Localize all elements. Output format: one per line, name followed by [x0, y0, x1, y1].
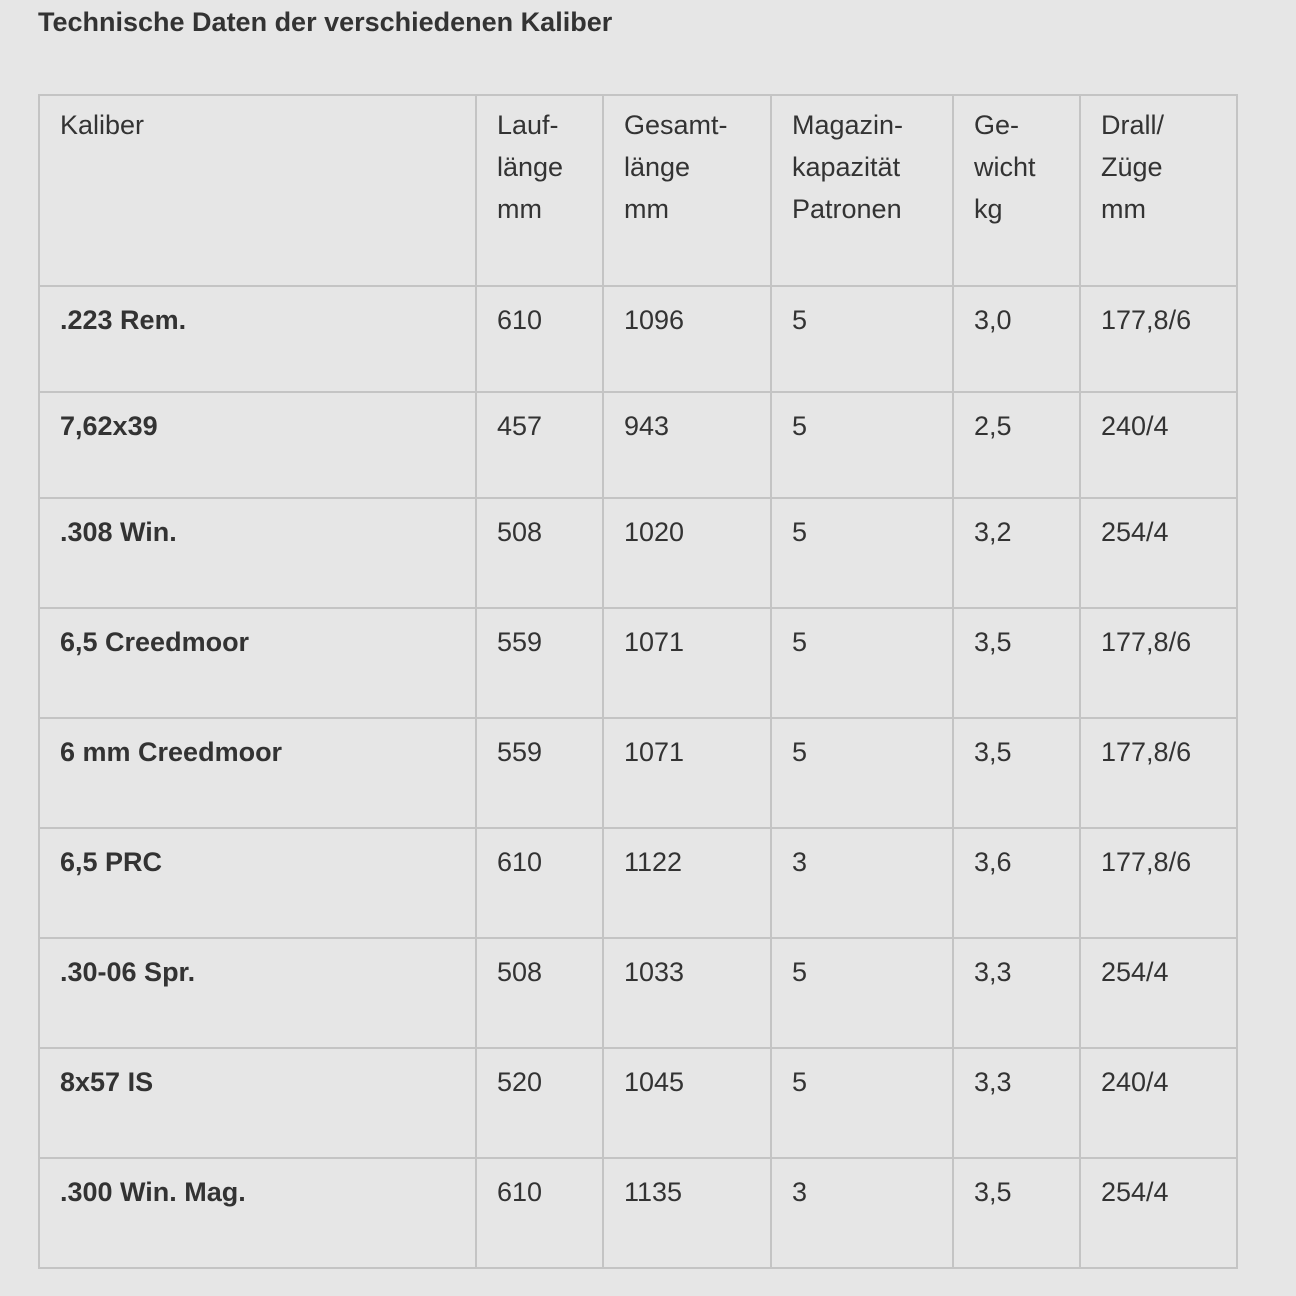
barrel-length-cell: 457 — [476, 392, 603, 498]
barrel-length-cell: 610 — [476, 1158, 603, 1268]
table-row — [39, 938, 1237, 1048]
weight-cell: 3,0 — [953, 286, 1080, 392]
header-line: länge — [497, 152, 564, 182]
total-length-cell: 1045 — [603, 1048, 771, 1158]
total-length-cell: 1096 — [603, 286, 771, 392]
header-line: kapazität — [792, 152, 901, 182]
total-length-cell: 1033 — [603, 938, 771, 1048]
weight-cell: 3,2 — [953, 498, 1080, 608]
header-gewicht — [953, 95, 1080, 286]
spec-table — [38, 94, 1238, 1269]
header-line: Lauf- — [497, 110, 559, 140]
caliber-cell: .308 Win. — [39, 498, 476, 608]
header-lauflaenge — [476, 95, 603, 286]
table-row — [39, 286, 1237, 392]
table-row — [39, 1048, 1237, 1158]
table-row — [39, 828, 1237, 938]
barrel-length-cell: 559 — [476, 718, 603, 828]
magazine-capacity-cell: 5 — [771, 1048, 953, 1158]
magazine-capacity-cell: 3 — [771, 1158, 953, 1268]
weight-cell: 3,3 — [953, 1048, 1080, 1158]
weight-cell: 3,3 — [953, 938, 1080, 1048]
magazine-capacity-cell: 5 — [771, 498, 953, 608]
total-length-cell: 1071 — [603, 608, 771, 718]
table-row — [39, 1158, 1237, 1268]
header-line: Drall/ — [1101, 110, 1165, 140]
table-row — [39, 498, 1237, 608]
table-header-row — [39, 95, 1237, 286]
caliber-cell: .300 Win. Mag. — [39, 1158, 476, 1268]
twist-cell: 240/4 — [1080, 1048, 1237, 1158]
total-length-cell: 1020 — [603, 498, 771, 608]
header-line: Kaliber — [60, 110, 145, 140]
barrel-length-cell: 559 — [476, 608, 603, 718]
twist-cell: 177,8/6 — [1080, 718, 1237, 828]
header-line: Magazin- — [792, 110, 904, 140]
barrel-length-cell: 508 — [476, 938, 603, 1048]
weight-cell: 3,5 — [953, 608, 1080, 718]
twist-cell: 177,8/6 — [1080, 286, 1237, 392]
page-title: Technische Daten der verschiedenen Kaliber — [38, 7, 613, 37]
magazine-capacity-cell: 5 — [771, 286, 953, 392]
weight-cell: 3,5 — [953, 718, 1080, 828]
total-length-cell: 1071 — [603, 718, 771, 828]
barrel-length-cell: 520 — [476, 1048, 603, 1158]
caliber-cell: 6,5 Creedmoor — [39, 608, 476, 718]
header-drall-zuege — [1080, 95, 1237, 286]
header-line: mm — [1101, 194, 1146, 224]
header-line: Züge — [1101, 152, 1163, 182]
weight-cell: 2,5 — [953, 392, 1080, 498]
twist-cell: 254/4 — [1080, 1158, 1237, 1268]
caliber-cell: 8x57 IS — [39, 1048, 476, 1158]
barrel-length-cell: 610 — [476, 286, 603, 392]
barrel-length-cell: 508 — [476, 498, 603, 608]
header-gesamtlaenge — [603, 95, 771, 286]
magazine-capacity-cell: 5 — [771, 392, 953, 498]
caliber-cell: 7,62x39 — [39, 392, 476, 498]
magazine-capacity-cell: 5 — [771, 608, 953, 718]
header-line: kg — [974, 194, 1003, 224]
total-length-cell: 1135 — [603, 1158, 771, 1268]
magazine-capacity-cell: 5 — [771, 718, 953, 828]
weight-cell: 3,5 — [953, 1158, 1080, 1268]
header-line: Patronen — [792, 194, 902, 224]
twist-cell: 254/4 — [1080, 938, 1237, 1048]
header-line: länge — [624, 152, 691, 182]
header-line: mm — [497, 194, 542, 224]
total-length-cell: 943 — [603, 392, 771, 498]
header-magazinkapazitaet — [771, 95, 953, 286]
header-kaliber — [39, 95, 476, 286]
header-line: mm — [624, 194, 669, 224]
weight-cell: 3,6 — [953, 828, 1080, 938]
magazine-capacity-cell: 5 — [771, 938, 953, 1048]
header-line: Gesamt- — [624, 110, 728, 140]
table-row — [39, 608, 1237, 718]
header-line: Ge- — [974, 110, 1020, 140]
caliber-cell: .223 Rem. — [39, 286, 476, 392]
header-line: wicht — [974, 152, 1036, 182]
barrel-length-cell: 610 — [476, 828, 603, 938]
caliber-cell: 6 mm Creedmoor — [39, 718, 476, 828]
table-row — [39, 392, 1237, 498]
magazine-capacity-cell: 3 — [771, 828, 953, 938]
total-length-cell: 1122 — [603, 828, 771, 938]
table-row — [39, 718, 1237, 828]
twist-cell: 177,8/6 — [1080, 828, 1237, 938]
twist-cell: 240/4 — [1080, 392, 1237, 498]
twist-cell: 254/4 — [1080, 498, 1237, 608]
caliber-cell: .30-06 Spr. — [39, 938, 476, 1048]
caliber-cell: 6,5 PRC — [39, 828, 476, 938]
twist-cell: 177,8/6 — [1080, 608, 1237, 718]
